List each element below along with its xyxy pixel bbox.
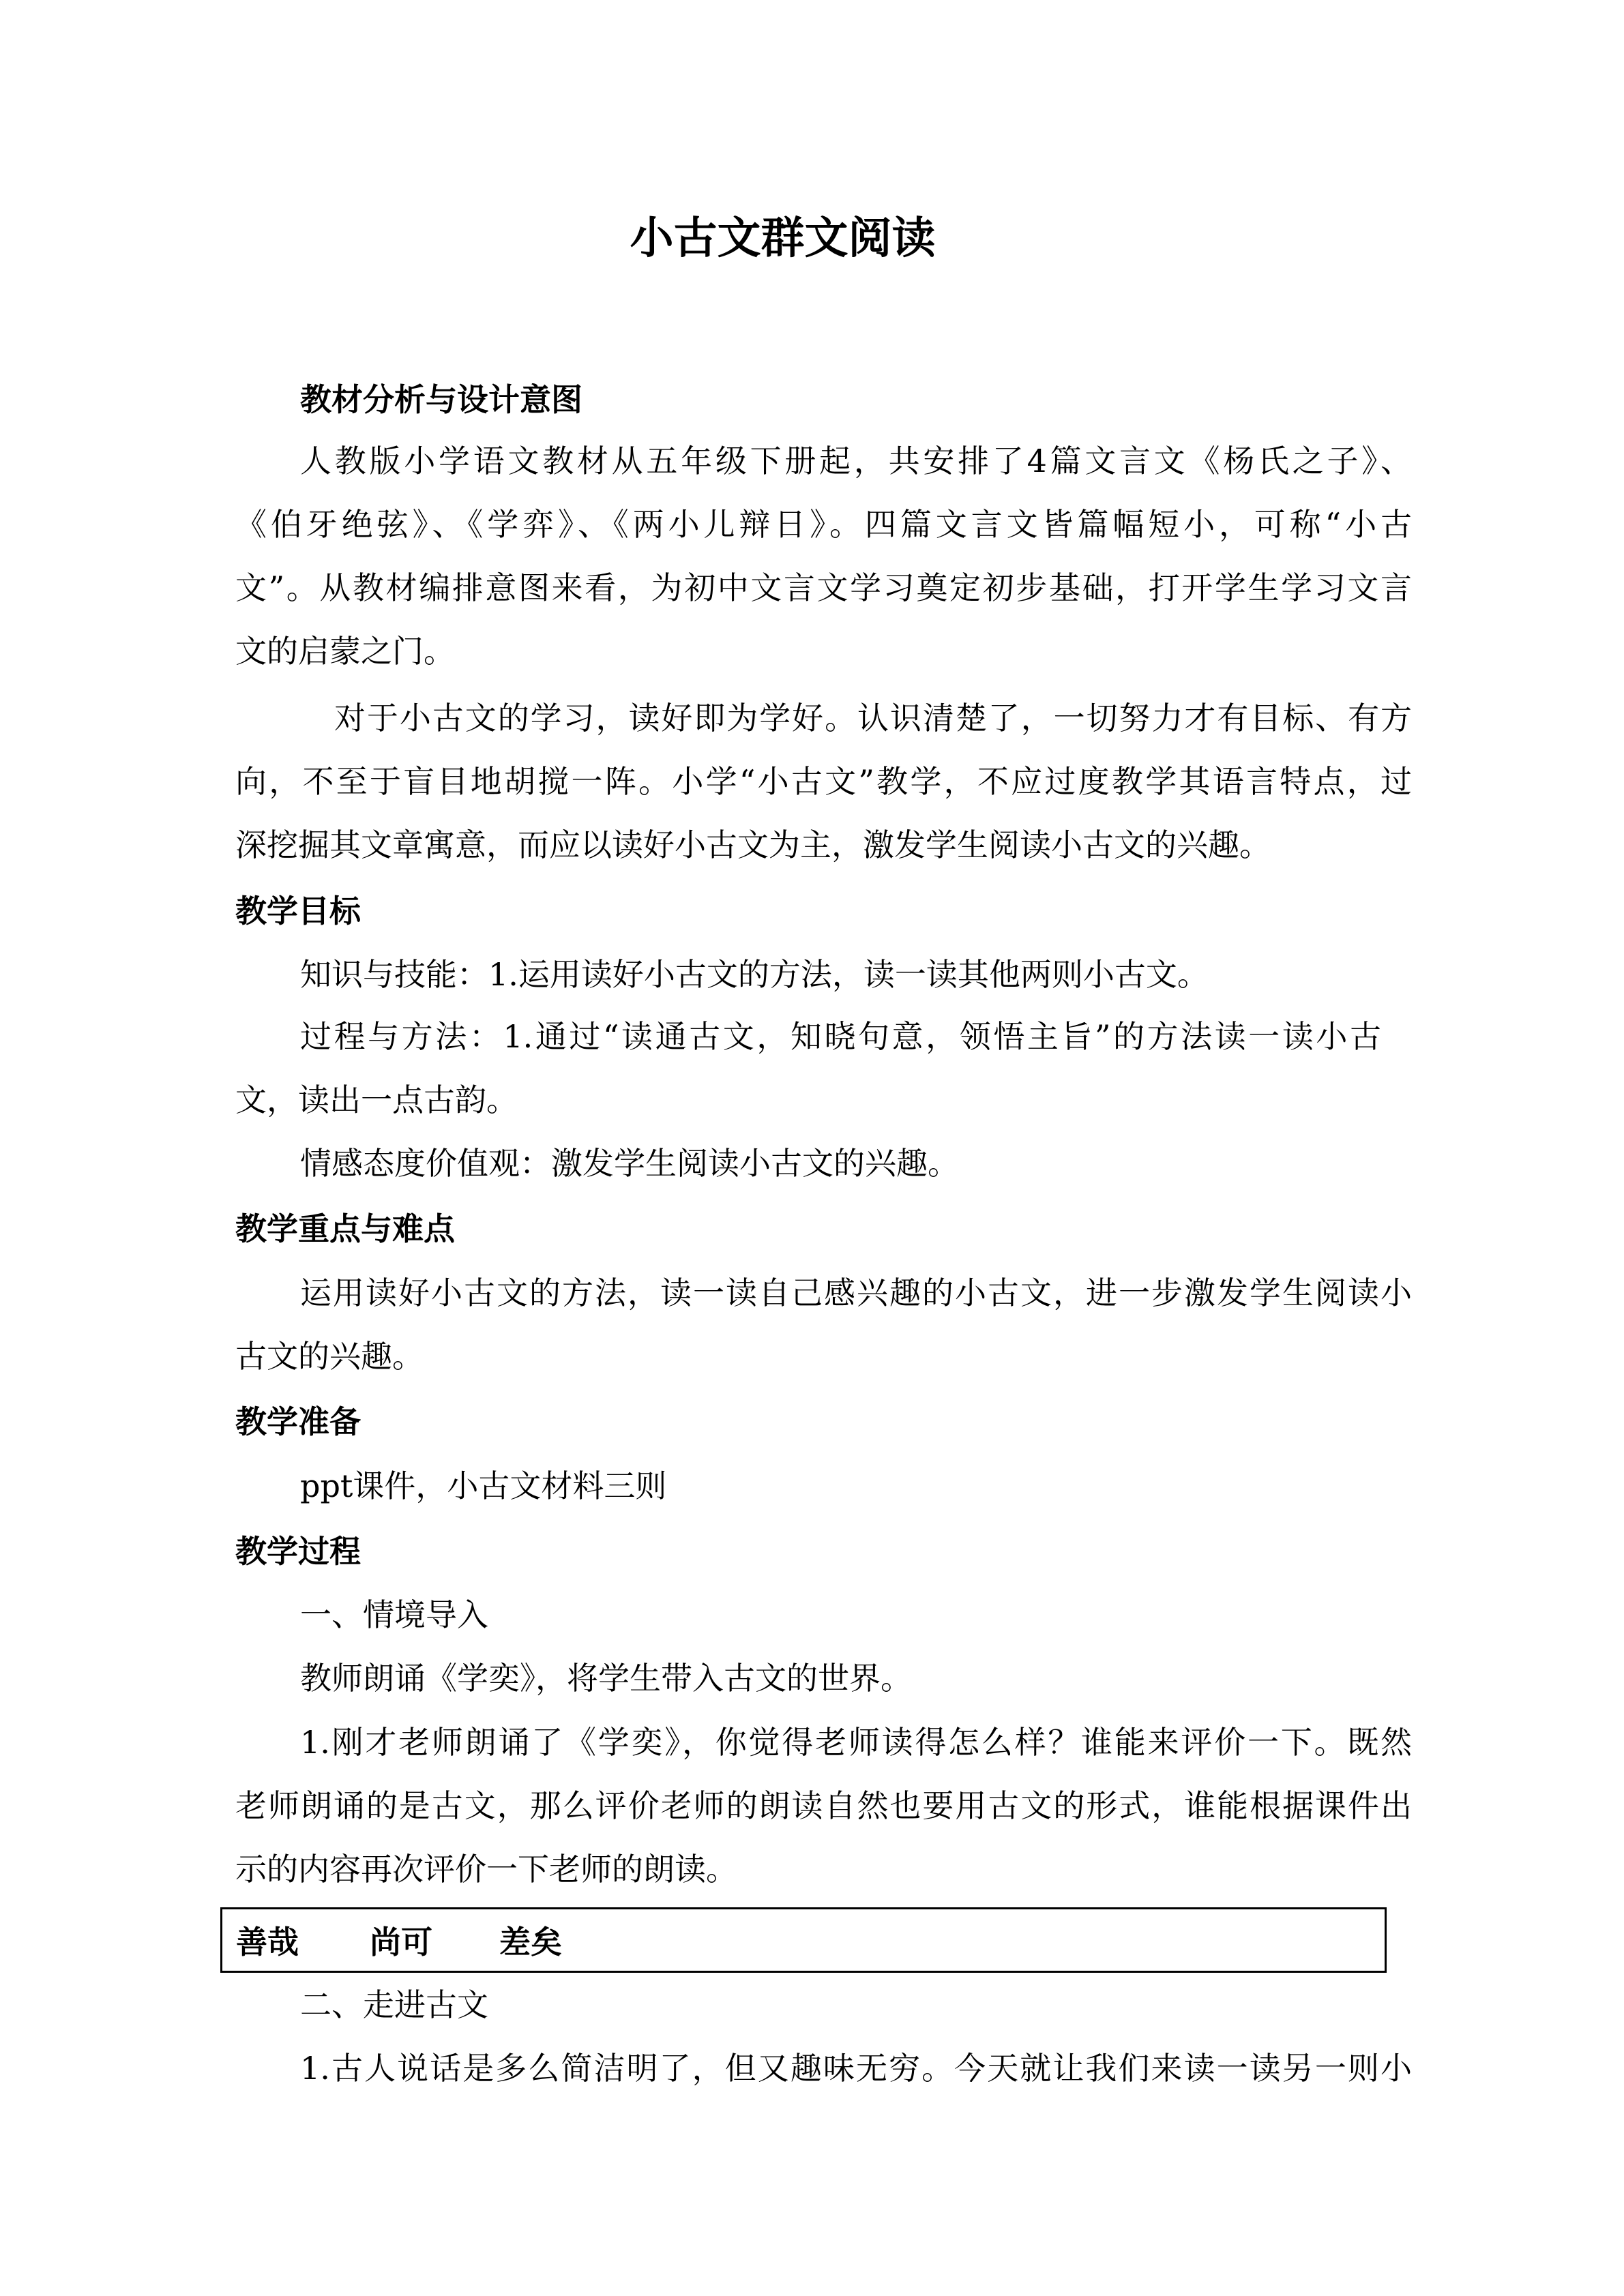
procedure-step1-title: 一、情境导入 xyxy=(300,1596,488,1633)
analysis-para1-line: 文”。从教材编排意图来看，为初中文言文学习奠定初步基础，打开学生学习文言 xyxy=(235,569,1412,606)
section-heading-goals: 教学目标 xyxy=(235,893,361,929)
section-heading-key-points: 教学重点与难点 xyxy=(235,1210,455,1247)
section-heading-procedure: 教学过程 xyxy=(235,1533,361,1570)
key-points-line: 古文的兴趣。 xyxy=(235,1338,424,1375)
analysis-para1-line: 人教版小学语文教材从五年级下册起，共安排了4篇文言文《杨氏之子》、 xyxy=(300,443,1412,479)
procedure-step2-text: 1.古人说话是多么简洁明了，但又趣味无穷。今天就让我们来读一读另一则小 xyxy=(300,2050,1412,2087)
section-heading-analysis: 教材分析与设计意图 xyxy=(300,381,582,418)
procedure-step1-question-line: 示的内容再次评价一下老师的朗读。 xyxy=(235,1851,737,1888)
evaluation-table xyxy=(220,1907,1387,1973)
section-heading-preparation: 教学准备 xyxy=(235,1403,361,1440)
procedure-step2-title: 二、走进古文 xyxy=(300,1986,488,2023)
procedure-step1-text: 教师朗诵《学奕》，将学生带入古文的世界。 xyxy=(300,1660,912,1697)
key-points-line: 运用读好小古文的方法，读一读自己感兴趣的小古文，进一步激发学生阅读小 xyxy=(300,1274,1412,1311)
procedure-step1-question-line: 1.刚才老师朗诵了《学奕》，你觉得老师读得怎么样？谁能来评价一下。既然 xyxy=(300,1724,1412,1761)
evaluation-option: 尚可 xyxy=(370,1924,432,1960)
preparation-text: ppt课件，小古文材料三则 xyxy=(300,1467,667,1504)
procedure-step1-question-line: 老师朗诵的是古文，那么评价老师的朗读自然也要用古文的形式，谁能根据课件出 xyxy=(235,1787,1412,1824)
analysis-para1-line: 文的启蒙之门。 xyxy=(235,633,455,670)
analysis-para1-line: 《伯牙绝弦》、《学弈》、《两小儿辩日》。四篇文言文皆篇幅短小，可称“小古 xyxy=(235,506,1412,543)
goal-emotion: 情感态度价值观：激发学生阅读小古文的兴趣。 xyxy=(300,1145,959,1182)
evaluation-option: 善哉 xyxy=(236,1924,299,1960)
analysis-para2-line: 向，不至于盲目地胡搅一阵。小学“小古文”教学，不应过度教学其语言特点，过 xyxy=(235,763,1412,800)
goal-process-line: 文，读出一点古韵。 xyxy=(235,1082,518,1118)
goal-knowledge: 知识与技能：1.运用读好小古文的方法，读一读其他两则小古文。 xyxy=(300,956,1209,993)
analysis-para2-line: 对于小古文的学习，读好即为学好。认识清楚了，一切努力才有目标、有方 xyxy=(334,700,1412,736)
page-title: 小古文群文阅读 xyxy=(630,213,936,264)
goal-process-line: 过程与方法：1.通过“读通古文，知晓句意，领悟主旨”的方法读一读小古 xyxy=(300,1018,1381,1055)
evaluation-option: 差矣 xyxy=(499,1924,562,1960)
analysis-para2-line: 深挖掘其文章寓意，而应以读好小古文为主，激发学生阅读小古文的兴趣。 xyxy=(235,826,1271,863)
